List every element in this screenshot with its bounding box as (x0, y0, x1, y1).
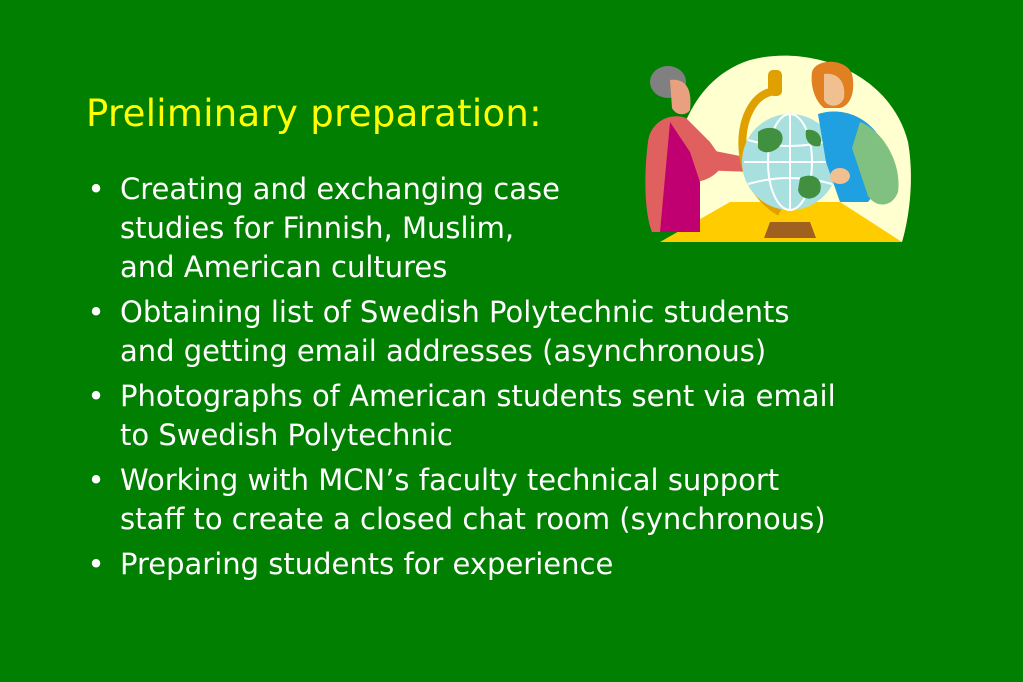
bullet-marker: • (87, 463, 105, 497)
bullet-line: Photographs of American students sent via email (120, 379, 836, 413)
bullet-list (86, 170, 966, 590)
bullet-line: Preparing students for experience (120, 547, 614, 581)
list-item (86, 170, 966, 287)
bullet-marker: • (87, 547, 105, 581)
bullet-line: staff to create a closed chat room (synchronous) (120, 502, 826, 536)
bullet-text (120, 295, 790, 368)
bullet-line: Obtaining list of Swedish Polytechnic students (120, 295, 790, 329)
list-item (86, 461, 966, 539)
bullet-marker: • (87, 172, 105, 206)
bullet-text (120, 547, 613, 581)
bullet-text (120, 170, 620, 287)
bullet-line: studies for Finnish, Muslim, (120, 211, 515, 245)
bullet-marker: • (87, 295, 105, 329)
list-item (86, 545, 966, 584)
bullet-line: and getting email addresses (asynchronous) (120, 334, 767, 368)
bullet-line: and American cultures (120, 250, 448, 284)
bullet-line: Working with MCN’s faculty technical support (120, 463, 780, 497)
bullet-line: Creating and exchanging case (120, 172, 560, 206)
list-item (86, 293, 966, 371)
bullet-marker: • (87, 379, 105, 413)
bullet-line: to Swedish Polytechnic (120, 418, 453, 452)
slide-title: Preliminary preparation: (86, 92, 542, 135)
bullet-text (120, 463, 826, 536)
bullet-text (120, 379, 836, 452)
list-item (86, 377, 966, 455)
